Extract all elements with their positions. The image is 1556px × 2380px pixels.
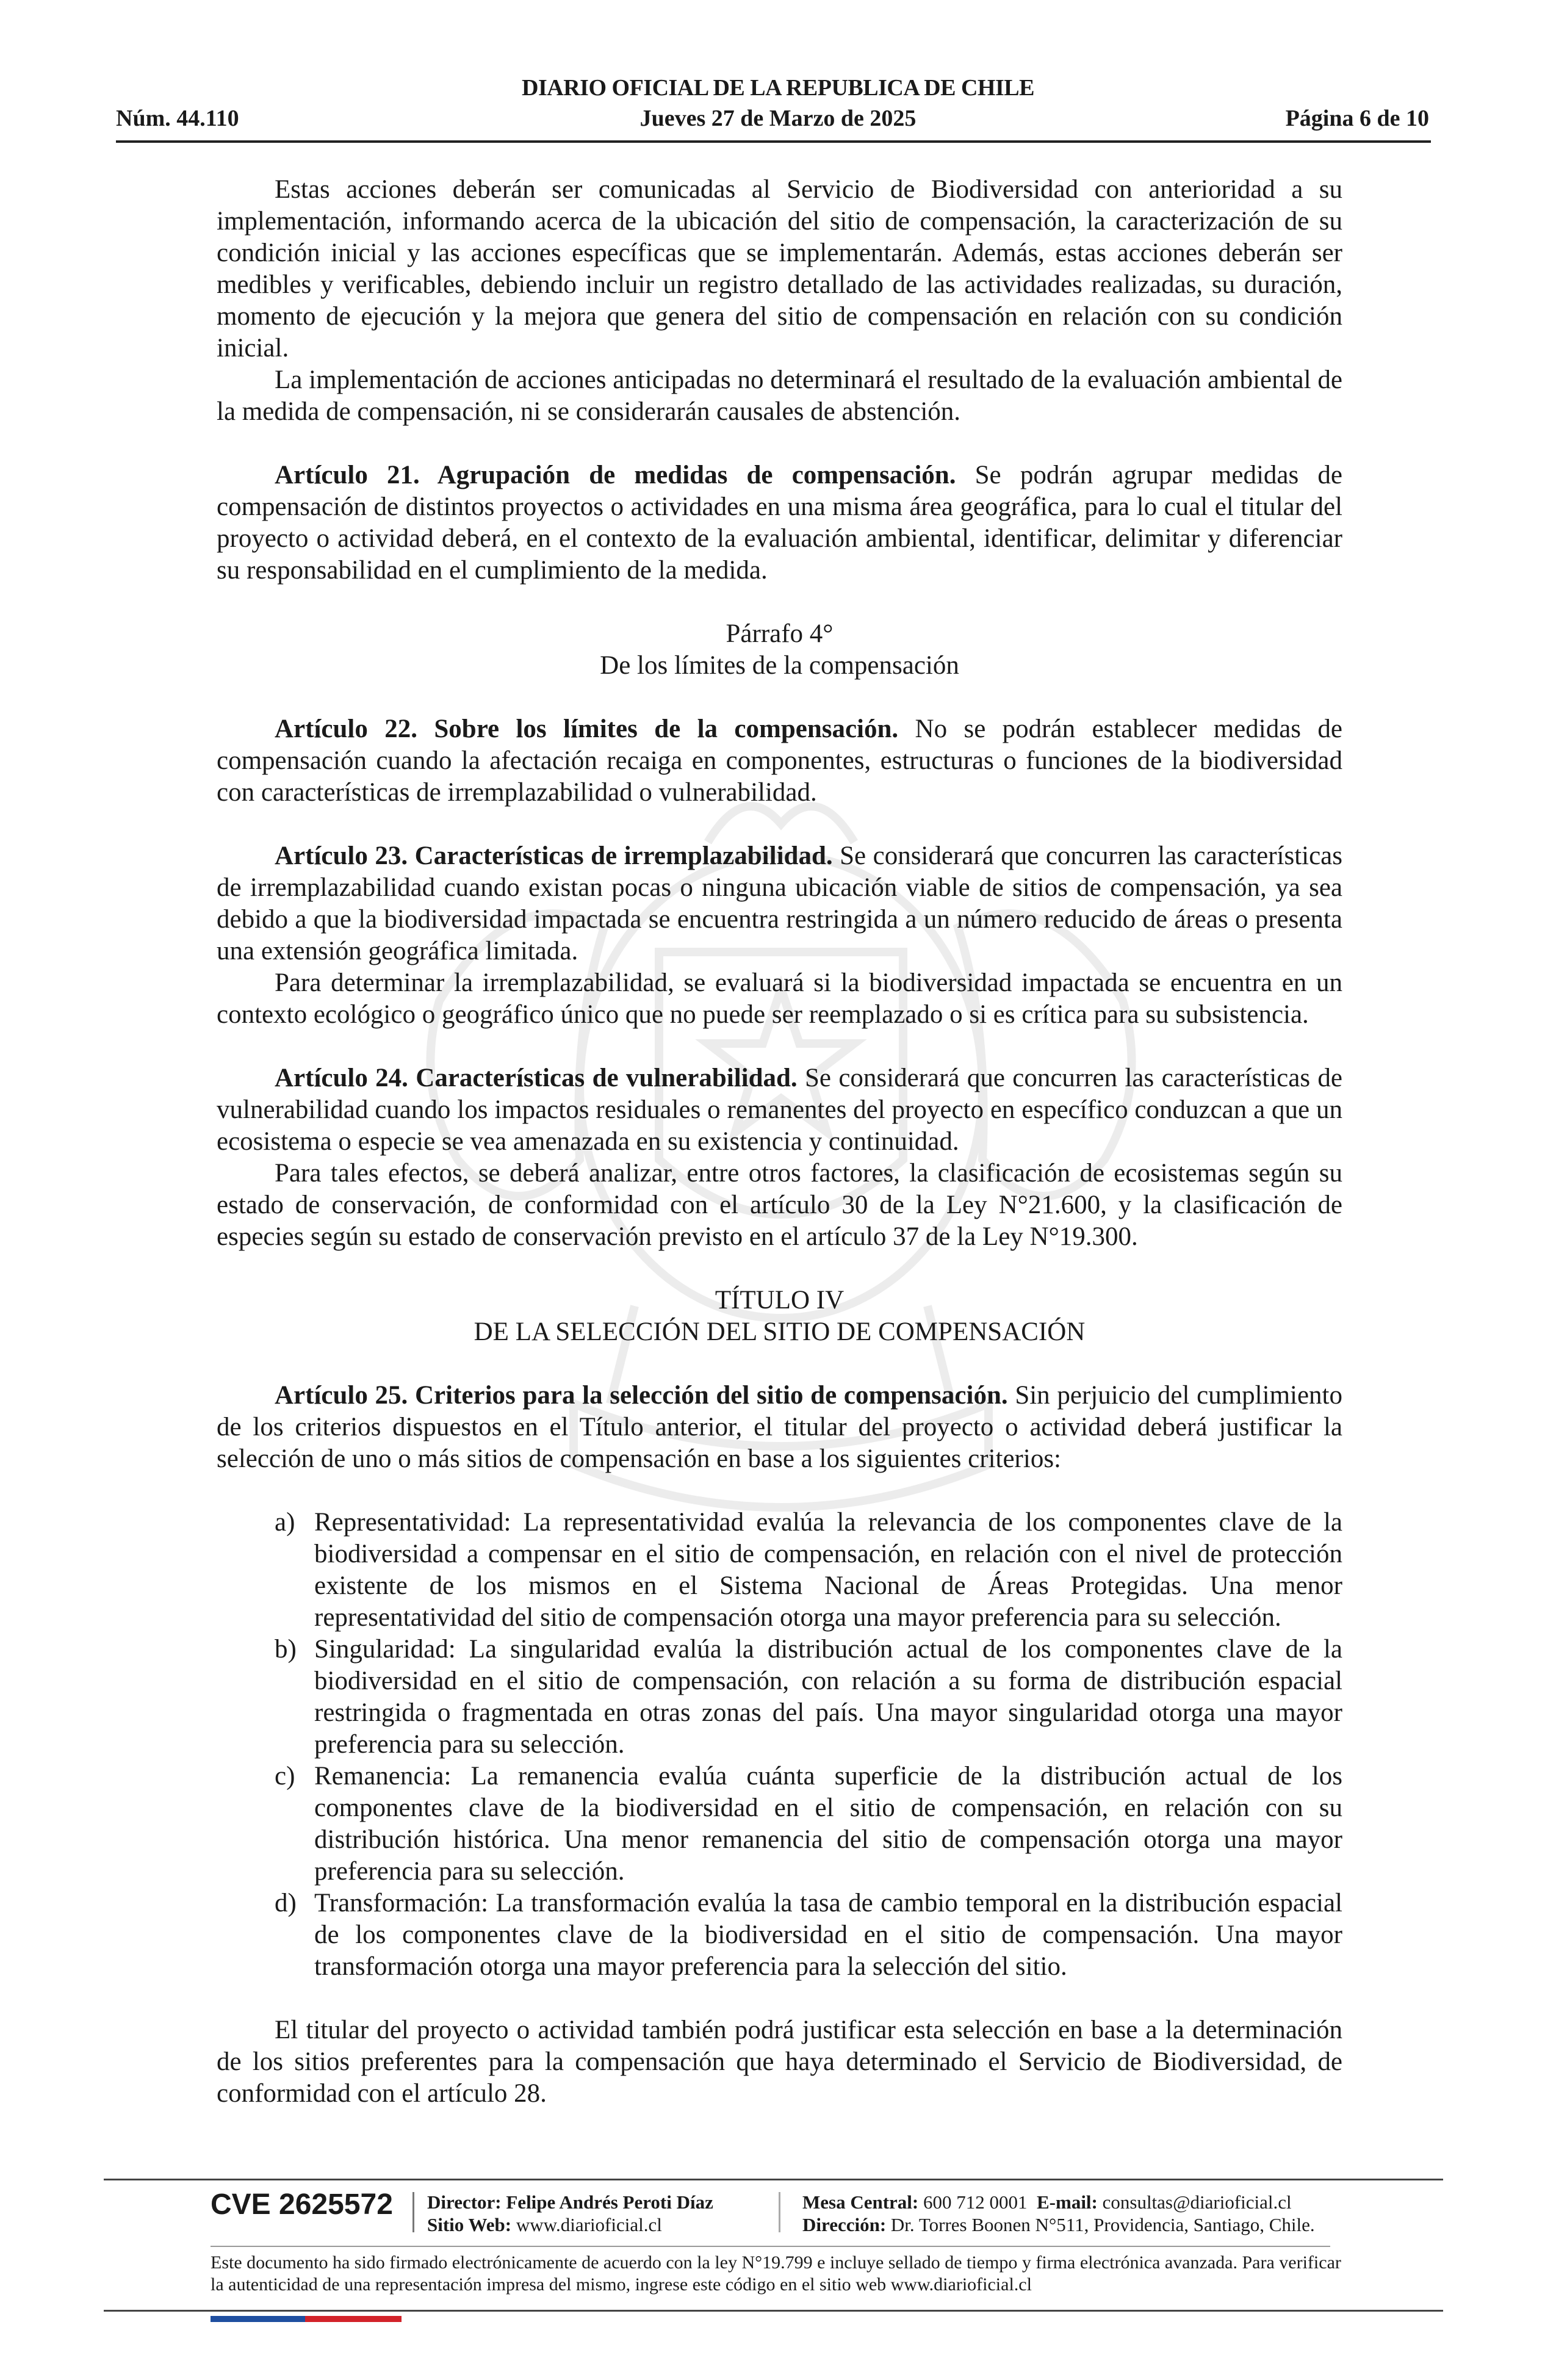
journal-title: DIARIO OFICIAL DE LA REPUBLICA DE CHILE bbox=[522, 75, 1034, 101]
email-label: E-mail: bbox=[1037, 2191, 1098, 2213]
list-item bbox=[217, 1888, 1342, 1983]
footer-divider bbox=[104, 2179, 1443, 2180]
article-text: Se considerará que concurren las características de vulnerabilidad cuando los impactos residuales o remanentes del proyecto en específico conduzcan a que un ecosistema o especie se vea amenazada en su existencia y continuidad. bbox=[217, 1064, 1342, 1156]
address-value: Dr. Torres Boonen N°511, Providencia, Santiago, Chile. bbox=[886, 2214, 1315, 2235]
issue-number: Núm. 44.110 bbox=[116, 106, 239, 131]
paragraph: La implementación de acciones anticipadas no determinará el resultado de la evaluación ambiental de la medida de compensación, ni se considerarán causales de abstención. bbox=[217, 366, 1342, 426]
page-indicator: Página 6 de 10 bbox=[1285, 106, 1429, 131]
paragraph: Para determinar la irremplazabilidad, se evaluará si la biodiversidad impactada se encuentra en un contexto ecológico o geográfico único que no puede ser reemplazado o si es crítica para su subsistencia. bbox=[217, 968, 1342, 1029]
section-title: De los límites de la compensación bbox=[600, 651, 959, 680]
website-link[interactable]: www.diarioficial.cl bbox=[511, 2214, 662, 2235]
list-item bbox=[217, 1634, 1342, 1761]
article-text: Se podrán agrupar medidas de compensación de distintos proyectos o actividades en una misma área geográfica, para lo cual el titular del proyecto o actividad deberá, en el contexto de la evaluación ambiental, identificar, delimitar y diferenciar su responsabilidad en el cumplimiento de la medida. bbox=[217, 461, 1342, 585]
director-label: Director: bbox=[427, 2191, 502, 2213]
footer-contact-block bbox=[802, 2191, 1315, 2236]
paragraph: Para tales efectos, se deberá analizar, entre otros factores, la clasificación de ecosistemas según su estado de conservación, de conformidad con el artículo 30 de la Ley N°21.600, y la clasificación de especies según su estado de conservación previsto en el artículo 37 de la Ley N°19.300. bbox=[217, 1159, 1342, 1251]
list-item-text: Transformación: La transformación evalúa la tasa de cambio temporal en la distribución espacial de los componentes clave de la biodiversidad en el sitio de compensación. Una mayor transformación otorga una mayor preferencia para la selección del sitio. bbox=[314, 1889, 1342, 1981]
article-text: Se considerará que concurren las características de irremplazabilidad cuando existan pocas o ninguna ubicación viable de sitios de compensación, ya sea debido a que la biodiversidad impactada se encuentra restringida a un número reducido de áreas o presenta una extensión geográfica limitada. bbox=[217, 842, 1342, 965]
article-heading: Artículo 23. Características de irremplazabilidad. bbox=[275, 842, 833, 870]
footer-divider bbox=[104, 2310, 1443, 2312]
title-heading: DE LA SELECCIÓN DEL SITIO DE COMPENSACIÓN bbox=[474, 1318, 1086, 1346]
header-divider bbox=[116, 140, 1431, 143]
article-21 bbox=[217, 460, 1342, 586]
list-item bbox=[217, 1507, 1342, 1634]
article-heading: Artículo 25. Criterios para la selección del sitio de compensación. bbox=[275, 1381, 1008, 1410]
flag-stripe-red bbox=[305, 2316, 402, 2322]
article-heading: Artículo 21. Agrupación de medidas de compensación. bbox=[275, 461, 956, 489]
website-label: Sitio Web: bbox=[427, 2214, 512, 2235]
footer-director-block bbox=[427, 2191, 713, 2236]
paragraph: Estas acciones deberán ser comunicadas al Servicio de Biodiversidad con anterioridad a su implementación, informando acerca de la ubicación del sitio de compensación, la caracterización de su condición inicial y las acciones específicas que se implementarán. Además, estas acciones deberán ser medibles y verificables, debiendo incluir un registro detallado de las actividades realizadas, su duración, momento de ejecución y la mejora que genera del sitio de compensación en relación con su condición inicial. bbox=[217, 175, 1342, 362]
address-label: Dirección: bbox=[802, 2214, 887, 2235]
list-item-label: b) bbox=[275, 1635, 297, 1664]
list-item-text: Singularidad: La singularidad evalúa la distribución actual de los componentes clave de la biodiversidad en el sitio de compensación, con relación a su forma de distribución espacial restringida o fragmentada en otras zonas del país. Una mayor singularidad otorga una mayor preferencia para su selección. bbox=[314, 1635, 1342, 1759]
article-heading: Artículo 22. Sobre los límites de la compensación. bbox=[275, 715, 899, 743]
criteria-list bbox=[217, 1507, 1342, 1983]
title-label: TÍTULO IV bbox=[715, 1286, 845, 1314]
phone-label: Mesa Central: bbox=[802, 2191, 919, 2213]
phone-value: 600 712 0001 bbox=[918, 2191, 1028, 2213]
list-item-label: d) bbox=[275, 1889, 297, 1917]
article-text: Sin perjuicio del cumplimiento de los criterios dispuestos en el Título anterior, el titular del proyecto o actividad deberá justificar la selección de uno o más sitios de compensación en base a los siguientes criterios: bbox=[217, 1381, 1342, 1473]
flag-stripe-blue bbox=[211, 2316, 305, 2322]
article-22 bbox=[217, 713, 1342, 809]
list-item-text: Representatividad: La representatividad evalúa la relevancia de los componentes clave de la biodiversidad a compensar en el sitio de compensación, en relación con el nivel de protección existente de los mismos en el Sistema Nacional de Áreas Protegidas. Una menor representatividad del sitio de compensación otorga una mayor preferencia para su selección. bbox=[314, 1508, 1342, 1632]
list-item-label: c) bbox=[275, 1762, 295, 1790]
list-item-text: Remanencia: La remanencia evalúa cuánta superficie de la distribución actual de los componentes clave de la biodiversidad en el sitio de compensación, en relación con su distribución histórica. Una menor remanencia del sitio de compensación otorga una mayor preferencia para su selección. bbox=[314, 1762, 1342, 1886]
footer-separator bbox=[412, 2192, 414, 2232]
list-item-label: a) bbox=[275, 1508, 295, 1537]
email-link[interactable]: consultas@diarioficial.cl bbox=[1097, 2191, 1292, 2213]
section-label: Párrafo 4° bbox=[726, 619, 834, 648]
article-24 bbox=[217, 1062, 1342, 1158]
article-23 bbox=[217, 840, 1342, 967]
footer-separator bbox=[779, 2192, 780, 2232]
cve-code: CVE 2625572 bbox=[211, 2188, 393, 2221]
paragraph: El titular del proyecto o actividad también podrá justificar esta selección en base a la determinación de los sitios preferentes para la compensación que haya determinado el Servicio de Biodiversidad, de conformidad con el artículo 28. bbox=[217, 2016, 1342, 2108]
legal-notice: Este documento ha sido firmado electrónicamente de acuerdo con la ley N°19.799 e incluye sellado de tiempo y firma electrónica avanzada. Para verificar la autenticidad de una representación impresa del mismo, ingrese este código en el sitio web www.diarioficial.cl bbox=[211, 2252, 1341, 2295]
document-body bbox=[217, 174, 1342, 2110]
list-item bbox=[217, 1761, 1342, 1888]
director-name: Felipe Andrés Peroti Díaz bbox=[501, 2191, 713, 2213]
footer-divider bbox=[211, 2246, 1330, 2247]
article-heading: Artículo 24. Características de vulnerabilidad. bbox=[275, 1064, 798, 1092]
article-25 bbox=[217, 1380, 1342, 1475]
issue-date: Jueves 27 de Marzo de 2025 bbox=[639, 106, 917, 131]
article-text: No se podrán establecer medidas de compensación cuando la afectación recaiga en componentes, estructuras o funciones de la biodiversidad con características de irremplazabilidad o vulnerabilidad. bbox=[217, 715, 1342, 807]
